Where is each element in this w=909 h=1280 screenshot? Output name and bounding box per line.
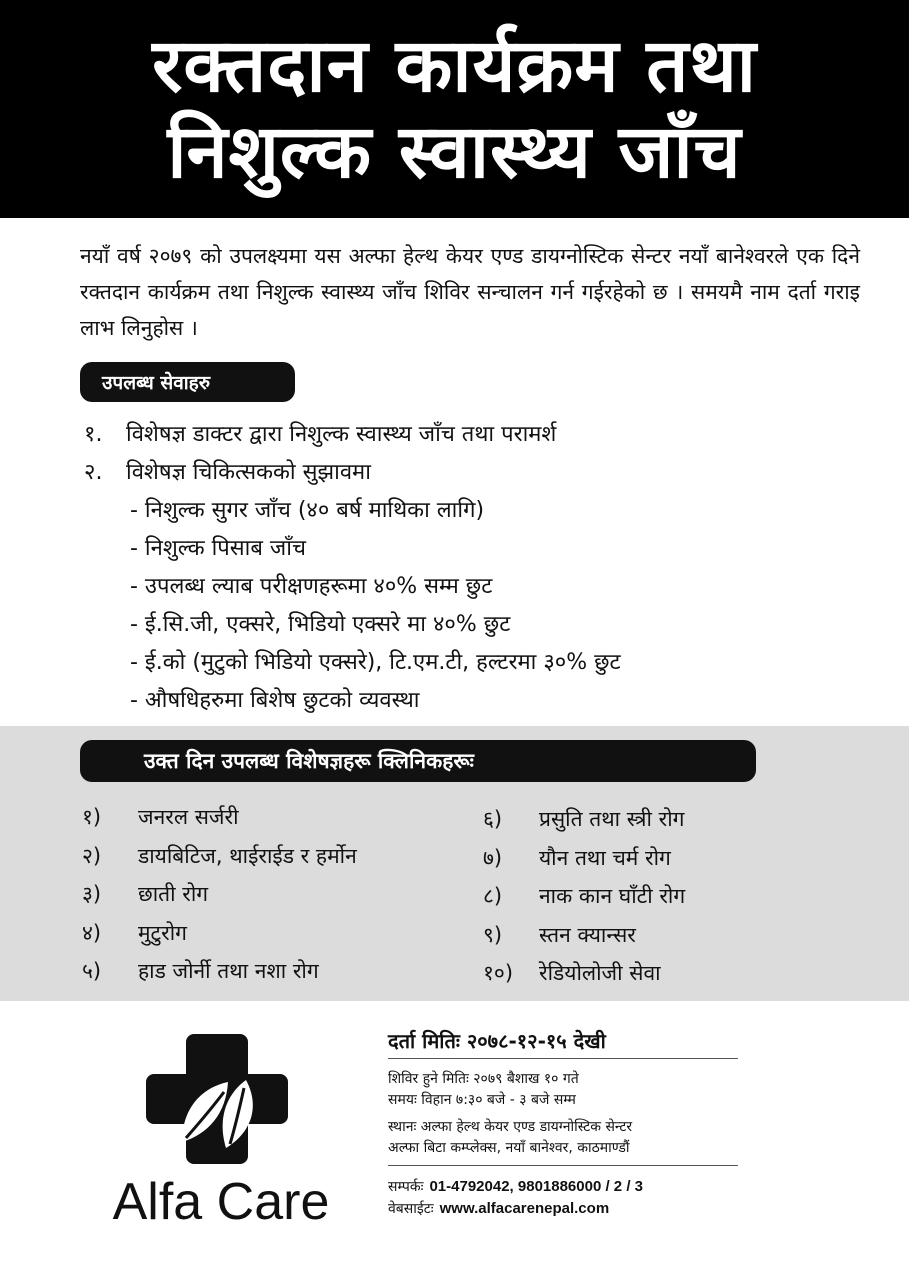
service-sub-item: - उपलब्ध ल्याब परीक्षणहरूमा ४०% सम्म छुट — [130, 574, 493, 599]
contact-label: सम्पर्कः — [388, 1179, 424, 1195]
service-sub-item: - ई.को (मुटुको भिडियो एक्सरे), टि.एम.टी, हल्टरमा ३०% छुट — [130, 650, 621, 675]
service-sub-item: - निशुल्क सुगर जाँच (४० बर्ष माथिका लागि) — [130, 498, 485, 523]
service-text: विशेषज्ञ चिकित्सकको सुझावमा — [126, 460, 371, 485]
clinic-name: जनरल सर्जरी — [138, 805, 239, 830]
clinic-item — [82, 875, 357, 914]
service-number: १. — [84, 422, 103, 447]
clinic-number: १) — [82, 805, 102, 830]
title-banner — [0, 0, 909, 218]
clinic-number: ८) — [483, 884, 503, 909]
title-line-1: रक्तदान कार्यक्रम तथा — [152, 23, 757, 109]
clinic-item — [82, 837, 357, 876]
clinic-number: ७) — [483, 845, 503, 870]
camp-date: शिविर हुने मितिः २०७९ बैशाख १० गते — [388, 1071, 579, 1087]
contact-value: 01-4792042, 9801886000 / 2 / 3 — [429, 1178, 643, 1195]
clinic-item — [82, 952, 357, 991]
clinic-number: १०) — [483, 961, 514, 986]
clinic-item — [483, 877, 685, 916]
clinic-item — [82, 914, 357, 953]
brand-name: Alfa Care — [112, 1173, 330, 1231]
services-heading: उपलब्ध सेवाहरु — [80, 362, 295, 402]
clinic-number: ६) — [483, 807, 503, 832]
clinic-name: हाड जोर्नी तथा नशा रोग — [138, 959, 319, 984]
clinic-item — [483, 916, 685, 955]
clinic-item — [483, 800, 685, 839]
clinic-item — [483, 954, 685, 993]
clinics-right-column — [483, 800, 685, 993]
clinic-item — [82, 798, 357, 837]
website-label: वेबसाईटः — [388, 1201, 434, 1217]
cross-leaf-icon — [142, 1030, 292, 1170]
clinic-number: ५) — [82, 959, 102, 984]
venue-line-1: स्थानः अल्फा हेल्थ केयर एण्ड डायग्नोस्टिक सेन्टर — [388, 1119, 633, 1135]
registration-date: दर्ता मितिः २०७८-१२-१५ देखी — [388, 1028, 606, 1053]
clinic-name: यौन तथा चर्म रोग — [539, 845, 671, 870]
venue-line-2: अल्फा बिटा कम्प्लेक्स, नयाँ बानेश्वर, काठमाण्डौं — [388, 1140, 630, 1156]
service-sub-item: - औषधिहरुमा बिशेष छुटको व्यवस्था — [130, 688, 420, 713]
clinic-number: ९) — [483, 922, 503, 947]
camp-time: समयः विहान ७:३० बजे - ३ बजे सम्म — [388, 1092, 576, 1108]
clinic-name: छाती रोग — [138, 882, 209, 907]
service-text: विशेषज्ञ डाक्टर द्वारा निशुल्क स्वास्थ्य जाँच तथा परामर्श — [126, 422, 557, 447]
clinic-name: नाक कान घाँटी रोग — [539, 884, 686, 909]
services-list — [84, 414, 621, 718]
service-item — [84, 414, 621, 452]
website-value: www.alfacarenepal.com — [439, 1200, 610, 1217]
contact-row — [388, 1176, 738, 1198]
event-info — [388, 1024, 738, 1224]
clinic-number: ३) — [82, 882, 102, 907]
service-number: २. — [84, 460, 103, 485]
service-item — [84, 452, 621, 490]
clinic-item — [483, 839, 685, 878]
clinic-name: डायबिटिज, थाईराईड र हर्मोन — [138, 843, 357, 868]
service-sub-item: - निशुल्क पिसाब जाँच — [130, 536, 306, 561]
clinic-name: प्रसुति तथा स्त्री रोग — [539, 807, 685, 832]
clinics-left-column — [82, 798, 357, 991]
clinic-name: स्तन क्यान्सर — [539, 922, 636, 947]
title-line-2: निशुल्क स्वास्थ्य जाँच — [167, 109, 742, 195]
divider — [388, 1165, 738, 1166]
website-row — [388, 1198, 738, 1220]
clinic-number: ४) — [82, 920, 102, 945]
clinic-name: मुटुरोग — [138, 920, 187, 945]
intro-paragraph: नयाँ वर्ष २०७९ को उपलक्ष्यमा यस अल्फा हेल्थ केयर एण्ड डायग्नोस्टिक सेन्टर नयाँ बानेश्वरले एक दिने रक्तदान कार्यक्रम तथा निशुल्क स्वास्थ्य जाँच शिविर सन्चालन गर्न गईरहेको छ । समयमै नाम दर्ता गराइ लाभ लिनुहोस । — [80, 244, 860, 340]
clinics-heading: उक्त दिन उपलब्ध विशेषज्ञहरू क्लिनिकहरूः — [80, 740, 756, 782]
divider — [388, 1058, 738, 1059]
clinic-number: २) — [82, 843, 102, 868]
clinic-name: रेडियोलोजी सेवा — [539, 961, 661, 986]
service-sub-item: - ई.सि.जी, एक्सरे, भिडियो एक्सरे मा ४०% छुट — [130, 612, 511, 637]
